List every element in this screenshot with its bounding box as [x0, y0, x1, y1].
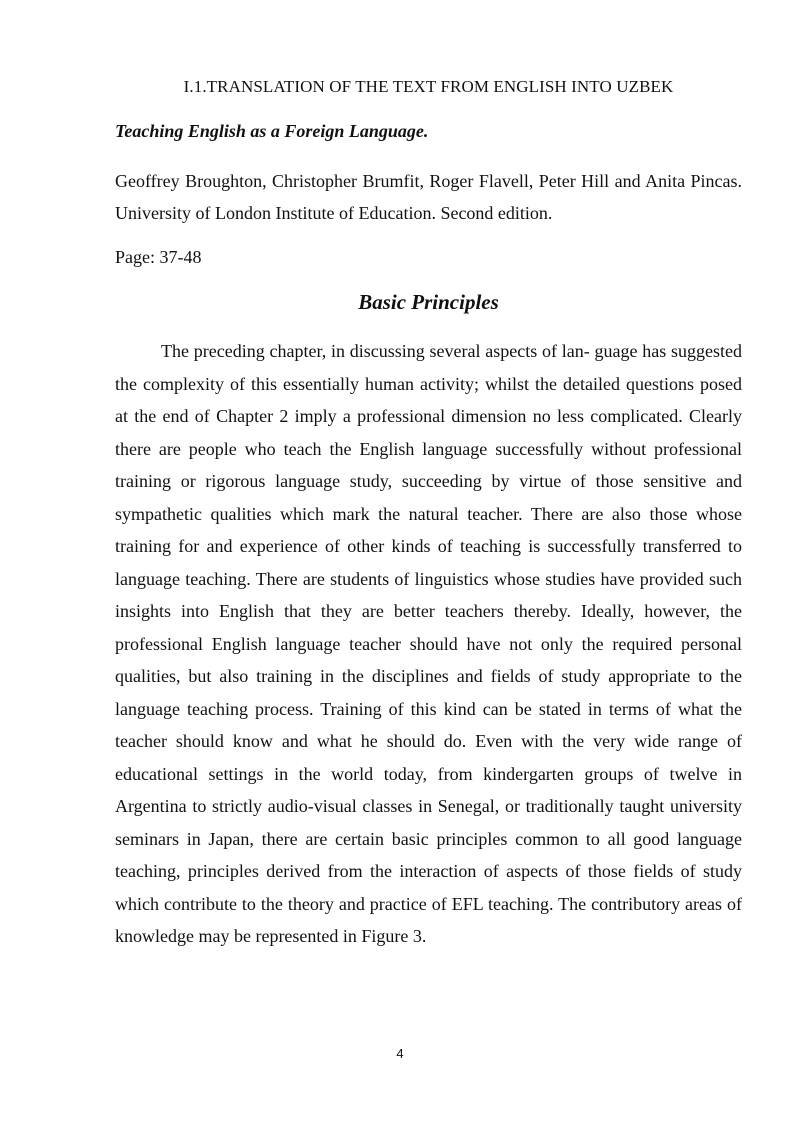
page-content [115, 73, 742, 953]
page-number: 4 [396, 1046, 404, 1061]
body-paragraph: The preceding chapter, in discussing several aspects of lan- guage has suggested the complexity of this essentially human activity; whilst the detailed questions posed at the end of Chapter 2 imply a professional dimension no less complicated. Clearly there are people who teach the English language successfully without professional training or rigorous language study, succeeding by virtue of those sensitive and sympathetic qualities which mark the natural teacher. There are also those whose training for and experience of other kinds of teaching is successfully transferred to language teaching. There are students of linguistics whose studies have provided such insights into English that they are better teachers thereby. Ideally, however, the professional English language teacher should have not only the required personal qualities, but also training in the disciplines and fields of study appropriate to the language teaching process. Training of this kind can be stated in terms of what the teacher should know and what he should do. Even with the very wide range of educational settings in the world today, from kindergarten groups of twelve in Argentina to strictly audio-visual classes in Senegal, or traditionally taught university seminars in Japan, there are certain basic principles common to all good language teaching, principles derived from the interaction of aspects of those fields of study which contribute to the theory and practice of EFL teaching. The contributory areas of knowledge may be represented in Figure 3. [115, 341, 742, 946]
book-title: Teaching English as a Foreign Language. [115, 121, 429, 141]
chapter-title: Basic Principles [358, 290, 499, 314]
authors-citation: Geoffrey Broughton, Christopher Brumfit, Roger Flavell, Peter Hill and Anita Pincas. University of London Institute of Education. Second edition. [115, 171, 742, 223]
page-range: Page: 37-48 [115, 247, 202, 267]
section-heading: I.1.TRANSLATION OF THE TEXT FROM ENGLISH INTO UZBEK [183, 77, 674, 96]
